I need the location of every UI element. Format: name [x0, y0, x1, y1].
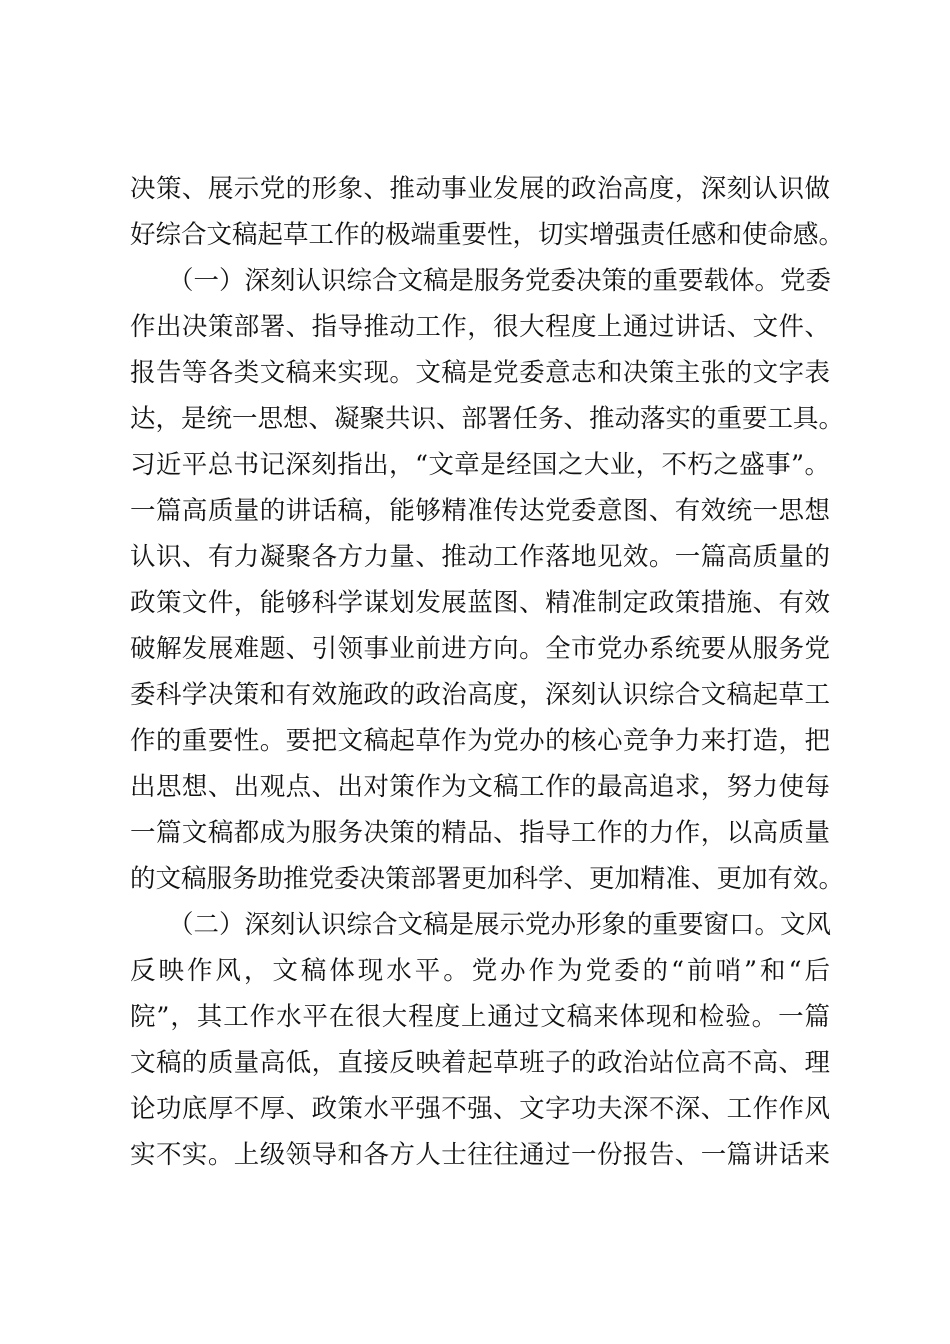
text-line: 论功底厚不厚、政策水平强不强、文字功夫深不深、工作作风 [130, 1094, 830, 1124]
body-text [130, 166, 845, 1178]
text-line: 文稿的质量高低，直接反映着起草班子的政治站位高不高、理 [130, 1048, 830, 1078]
text-line: 出思想、出观点、出对策作为文稿工作的最高追求，努力使每 [130, 772, 830, 802]
text-line: 一篇高质量的讲话稿，能够精准传达党委意图、有效统一思想 [130, 496, 830, 526]
text-line: 反映作风，文稿体现水平。党办作为党委的“前哨”和“后 [130, 956, 830, 986]
text-line: 报告等各类文稿来实现。文稿是党委意志和决策主张的文字表 [130, 358, 830, 388]
text-line: 认识、有力凝聚各方力量、推动工作落地见效。一篇高质量的 [130, 542, 830, 572]
section-heading-line: （二）深刻认识综合文稿是展示党办形象的重要窗口。文风 [168, 910, 832, 940]
text-line: 好综合文稿起草工作的极端重要性，切实增强责任感和使命感。 [130, 220, 845, 250]
text-line: 作的重要性。要把文稿起草作为党办的核心竞争力来打造，把 [130, 726, 830, 756]
text-line: 习近平总书记深刻指出，“文章是经国之大业，不朽之盛事”。 [130, 450, 830, 480]
text-line: 破解发展难题、引领事业前进方向。全市党办系统要从服务党 [130, 634, 830, 664]
text-line: 委科学决策和有效施政的政治高度，深刻认识综合文稿起草工 [130, 680, 830, 710]
text-line: 院”，其工作水平在很大程度上通过文稿来体现和检验。一篇 [130, 1002, 830, 1032]
section-heading-line: （一）深刻认识综合文稿是服务党委决策的重要载体。党委 [168, 266, 832, 296]
text-line: 一篇文稿都成为服务决策的精品、指导工作的力作，以高质量 [130, 818, 830, 848]
text-line: 实不实。上级领导和各方人士往往通过一份报告、一篇讲话来 [130, 1140, 830, 1170]
text-line: 作出决策部署、指导推动工作，很大程度上通过讲话、文件、 [130, 312, 830, 342]
text-line: 的文稿服务助推党委决策部署更加科学、更加精准、更加有效。 [130, 864, 845, 894]
text-line: 政策文件，能够科学谋划发展蓝图、精准制定政策措施、有效 [130, 588, 830, 618]
text-line: 达，是统一思想、凝聚共识、部署任务、推动落实的重要工具。 [130, 404, 845, 434]
text-line: 决策、展示党的形象、推动事业发展的政治高度，深刻认识做 [130, 174, 830, 204]
